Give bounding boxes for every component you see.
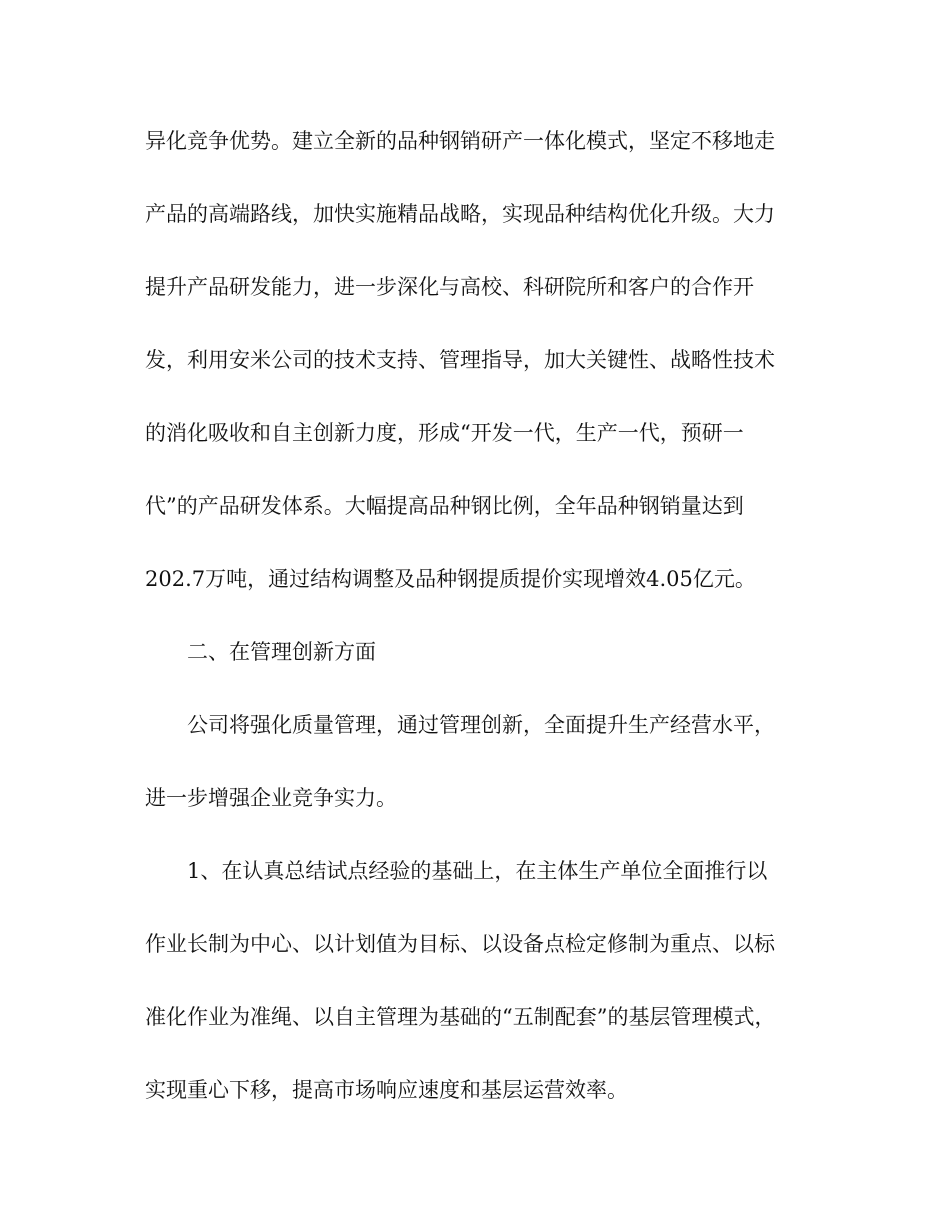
text-line: 发，利用安米公司的技术支持、管理指导，加大关键性、战略性技术 [145, 348, 775, 372]
text-line: 202.7万吨，通过结构调整及品种钢提质提价实现增效4.05亿元。 [145, 567, 756, 591]
text-line: 作业长制为中心、以计划值为目标、以设备点检定修制为重点、以标 [145, 932, 775, 956]
text-line: 提升产品研发能力，进一步深化与高校、科研院所和客户的合作开 [145, 275, 754, 299]
section-heading: 二、在管理创新方面 [187, 640, 376, 664]
text-line: 产品的高端路线，加快实施精品战略，实现品种结构优化升级。大力 [145, 202, 775, 226]
text-line: 1、在认真总结试点经验的基础上，在主体生产单位全面推行以 [187, 859, 768, 883]
text-line: 公司将强化质量管理，通过管理创新，全面提升生产经营水平， [187, 713, 775, 737]
text-line: 准化作业为准绳、以自主管理为基础的“五制配套”的基层管理模式， [145, 1005, 776, 1029]
text-line: 代”的产品研发体系。大幅提高品种钢比例，全年品种钢销量达到 [145, 494, 744, 518]
text-line: 异化竞争优势。建立全新的品种钢销研产一体化模式，坚定不移地走 [145, 129, 775, 153]
text-line: 进一步增强企业竞争实力。 [145, 786, 397, 810]
text-line: 的消化吸收和自主创新力度，形成“开发一代，生产一代，预研一 [145, 421, 744, 445]
text-line: 实现重心下移，提高市场响应速度和基层运营效率。 [145, 1078, 628, 1102]
